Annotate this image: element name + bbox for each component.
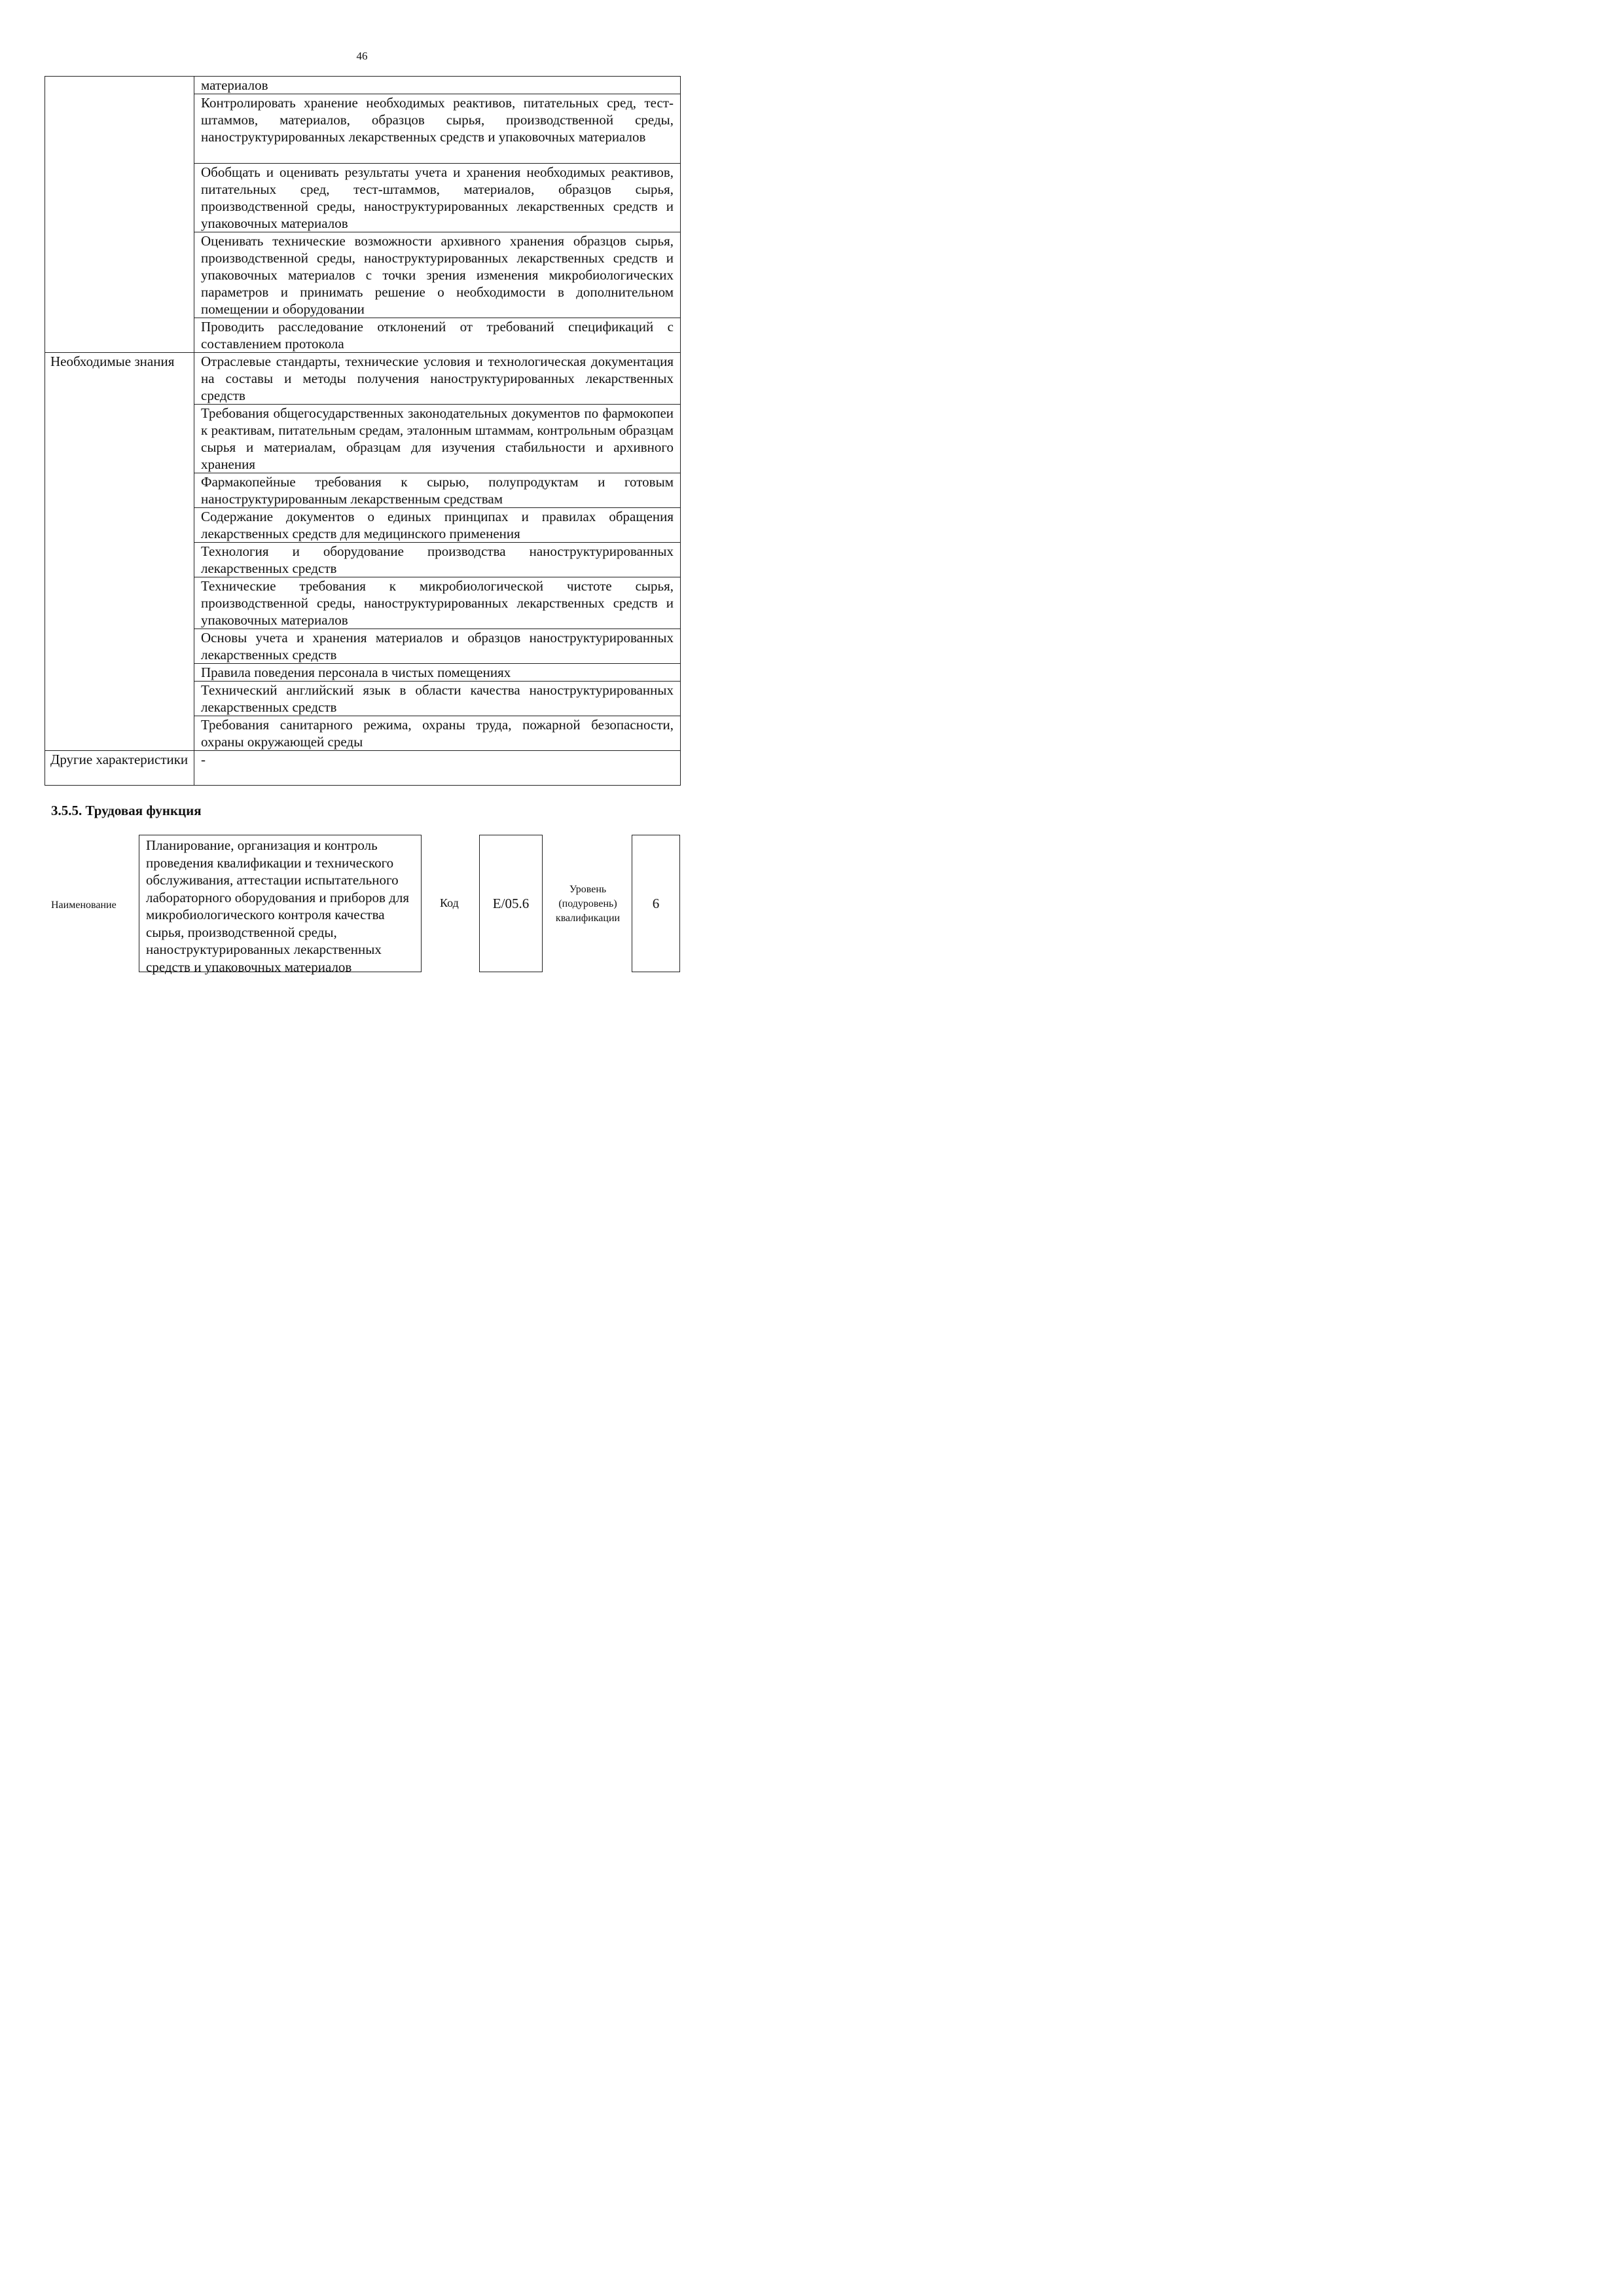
section-heading: 3.5.5. Трудовая функция — [51, 803, 202, 818]
code-label: Код — [440, 896, 459, 909]
knowledge-item: Фармакопейные требования к сырью, полупродуктам и готовым наноструктурированным лекарственным средствам — [194, 473, 681, 508]
code-box — [479, 835, 543, 972]
skill-item: материалов — [194, 77, 681, 94]
knowledge-item: Основы учета и хранения материалов и образцов наноструктурированных лекарственных средств — [194, 629, 681, 664]
other-characteristics-value: - — [194, 751, 681, 786]
skill-item: Контролировать хранение необходимых реактивов, питательных сред, тест-штаммов, материалов, образцов сырья, производственной среды, наноструктурированных лекарственных средств и упаковочных материалов — [194, 94, 681, 164]
skill-item: Оценивать технические возможности архивного хранения образцов сырья, производственной среды, наноструктурированных лекарственных средств и упаковочных материалов с точки зрения изменения микробиологических параметров и принимать решение о необходимости в дополнительном помещении и оборудовании — [194, 232, 681, 318]
knowledge-item: Технология и оборудование производства наноструктурированных лекарственных средств — [194, 543, 681, 577]
qualification-level-value: 6 — [652, 895, 660, 911]
skill-item: Проводить расследование отклонений от требований спецификаций с составлением протокола — [194, 318, 681, 353]
code-value: E/05.6 — [492, 895, 530, 911]
table-row — [45, 751, 681, 786]
other-characteristics-label: Другие характеристики — [45, 751, 194, 786]
continued-label-cell — [45, 77, 194, 353]
knowledge-item: Технический английский язык в области качества наноструктурированных лекарственных средств — [194, 682, 681, 716]
function-name-box: Планирование, организация и контроль проведения квалификации и технического обслуживания, аттестации испытательного лабораторного оборудования и приборов для микробиологического контроля качества сырья, производственной среды, наноструктурированных лекарственных средств и упаковочных материалов — [139, 835, 422, 972]
knowledge-item: Требования санитарного режима, охраны труда, пожарной безопасности, охраны окружающей среды — [194, 716, 681, 751]
knowledge-item: Отраслевые стандарты, технические условия и технологическая документация на составы и методы получения наноструктурированных лекарственных средств — [194, 353, 681, 405]
name-label: Наименование — [51, 900, 117, 911]
knowledge-item: Содержание документов о единых принципах и правилах обращения лекарственных средств для медицинского применения — [194, 508, 681, 543]
knowledge-item: Правила поведения персонала в чистых помещениях — [194, 664, 681, 682]
table-row — [45, 353, 681, 405]
knowledge-label: Необходимые знания — [45, 353, 194, 751]
page-number: 46 — [356, 50, 368, 62]
knowledge-item: Технические требования к микробиологической чистоте сырья, производственной среды, наноструктурированных лекарственных средств и упаковочных материалов — [194, 577, 681, 629]
skill-item: Обобщать и оценивать результаты учета и хранения необходимых реактивов, питательных сред, тест-штаммов, материалов, образцов сырья, производственной среды, наноструктурированных лекарственных средств и упаковочных материалов — [194, 164, 681, 232]
knowledge-item: Требования общегосударственных законодательных документов по фармокопеи к реактивам, питательным средам, эталонным штаммам, контрольным образцам сырья и материалам, образцам для изучения стабильности и архивного хранения — [194, 405, 681, 473]
table-row — [45, 77, 681, 94]
qualification-level-box — [632, 835, 680, 972]
requirements-table — [45, 76, 681, 786]
qualification-level-label: Уровень (подуровень) квалификации — [555, 884, 621, 924]
